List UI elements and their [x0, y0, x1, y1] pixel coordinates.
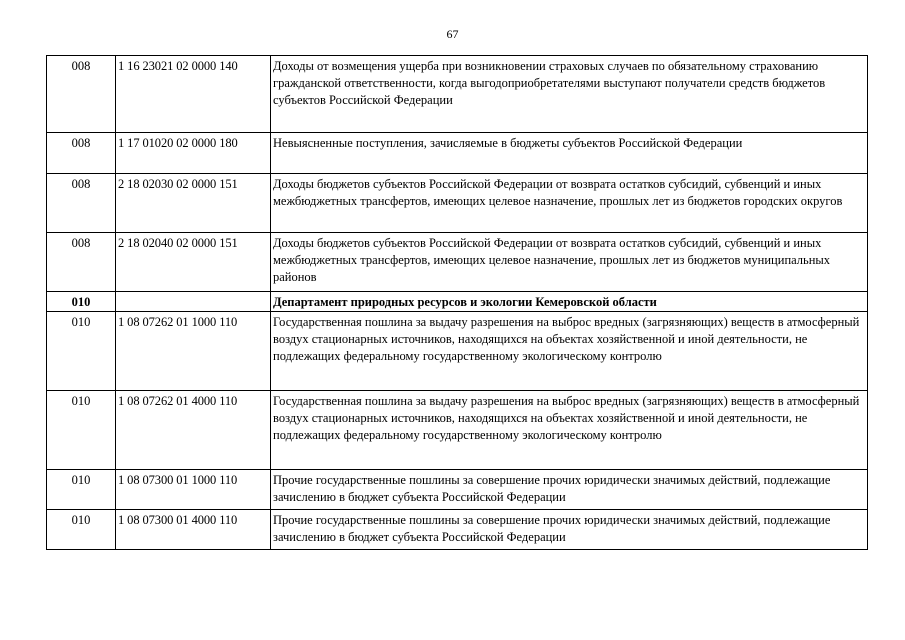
table-row	[47, 133, 868, 174]
table-body	[47, 56, 868, 550]
department-name-cell: Департамент природных ресурсов и экологии Кемеровской области	[271, 292, 868, 312]
administrator-code-cell: 010	[47, 312, 116, 391]
revenue-name-cell: Доходы бюджетов субъектов Российской Федерации от возврата остатков субсидий, субвенций и иных межбюджетных трансфертов, имеющих целевое назначение, прошлых лет из бюджетов городских округов	[271, 174, 868, 233]
budget-classification-code-cell: 1 08 07300 01 1000 110	[116, 470, 271, 510]
budget-classification-code-cell: 1 17 01020 02 0000 180	[116, 133, 271, 174]
revenue-name-cell: Государственная пошлина за выдачу разрешения на выброс вредных (загрязняющих) веществ в атмосферный воздух стационарных источников, находящихся на объектах хозяйственной и иной деятельности, не подлежащих федеральному государственному экологическому контролю	[271, 391, 868, 470]
table-row	[47, 510, 868, 550]
table-row	[47, 391, 868, 470]
administrator-code-cell: 010	[47, 391, 116, 470]
budget-classification-code-cell: 1 08 07300 01 4000 110	[116, 510, 271, 550]
table-row	[47, 312, 868, 391]
revenue-name-cell: Невыясненные поступления, зачисляемые в бюджеты субъектов Российской Федерации	[271, 133, 868, 174]
administrator-code-cell: 010	[47, 510, 116, 550]
administrator-code-cell: 008	[47, 133, 116, 174]
revenue-name-cell: Доходы от возмещения ущерба при возникновении страховых случаев по обязательному страхованию гражданской ответственности, когда выгодоприобретателями выступают получатели средств бюджетов субъектов Российской Федерации	[271, 56, 868, 133]
budget-classification-code-cell: 1 16 23021 02 0000 140	[116, 56, 271, 133]
table-row	[47, 174, 868, 233]
revenue-name-cell: Государственная пошлина за выдачу разрешения на выброс вредных (загрязняющих) веществ в атмосферный воздух стационарных источников, находящихся на объектах хозяйственной и иной деятельности, не подлежащих федеральному государственному экологическому контролю	[271, 312, 868, 391]
administrator-code-cell: 010	[47, 470, 116, 510]
budget-classification-code-cell	[116, 292, 271, 312]
administrator-code-cell: 008	[47, 233, 116, 292]
administrator-code-cell: 008	[47, 56, 116, 133]
administrator-code-cell: 010	[47, 292, 116, 312]
table-row	[47, 470, 868, 510]
revenue-codes-table	[46, 55, 868, 550]
revenue-name-cell: Доходы бюджетов субъектов Российской Федерации от возврата остатков субсидий, субвенций и иных межбюджетных трансфертов, имеющих целевое назначение, прошлых лет из бюджетов муниципальных районов	[271, 233, 868, 292]
table-row	[47, 233, 868, 292]
department-header-row	[47, 292, 868, 312]
budget-classification-code-cell: 1 08 07262 01 4000 110	[116, 391, 271, 470]
revenue-name-cell: Прочие государственные пошлины за совершение прочих юридически значимых действий, подлежащие зачислению в бюджет субъекта Российской Федерации	[271, 510, 868, 550]
budget-classification-code-cell: 1 08 07262 01 1000 110	[116, 312, 271, 391]
administrator-code-cell: 008	[47, 174, 116, 233]
table-row	[47, 56, 868, 133]
budget-classification-code-cell: 2 18 02030 02 0000 151	[116, 174, 271, 233]
budget-classification-code-cell: 2 18 02040 02 0000 151	[116, 233, 271, 292]
revenue-name-cell: Прочие государственные пошлины за совершение прочих юридически значимых действий, подлежащие зачислению в бюджет субъекта Российской Федерации	[271, 470, 868, 510]
page-number: 67	[446, 27, 459, 41]
